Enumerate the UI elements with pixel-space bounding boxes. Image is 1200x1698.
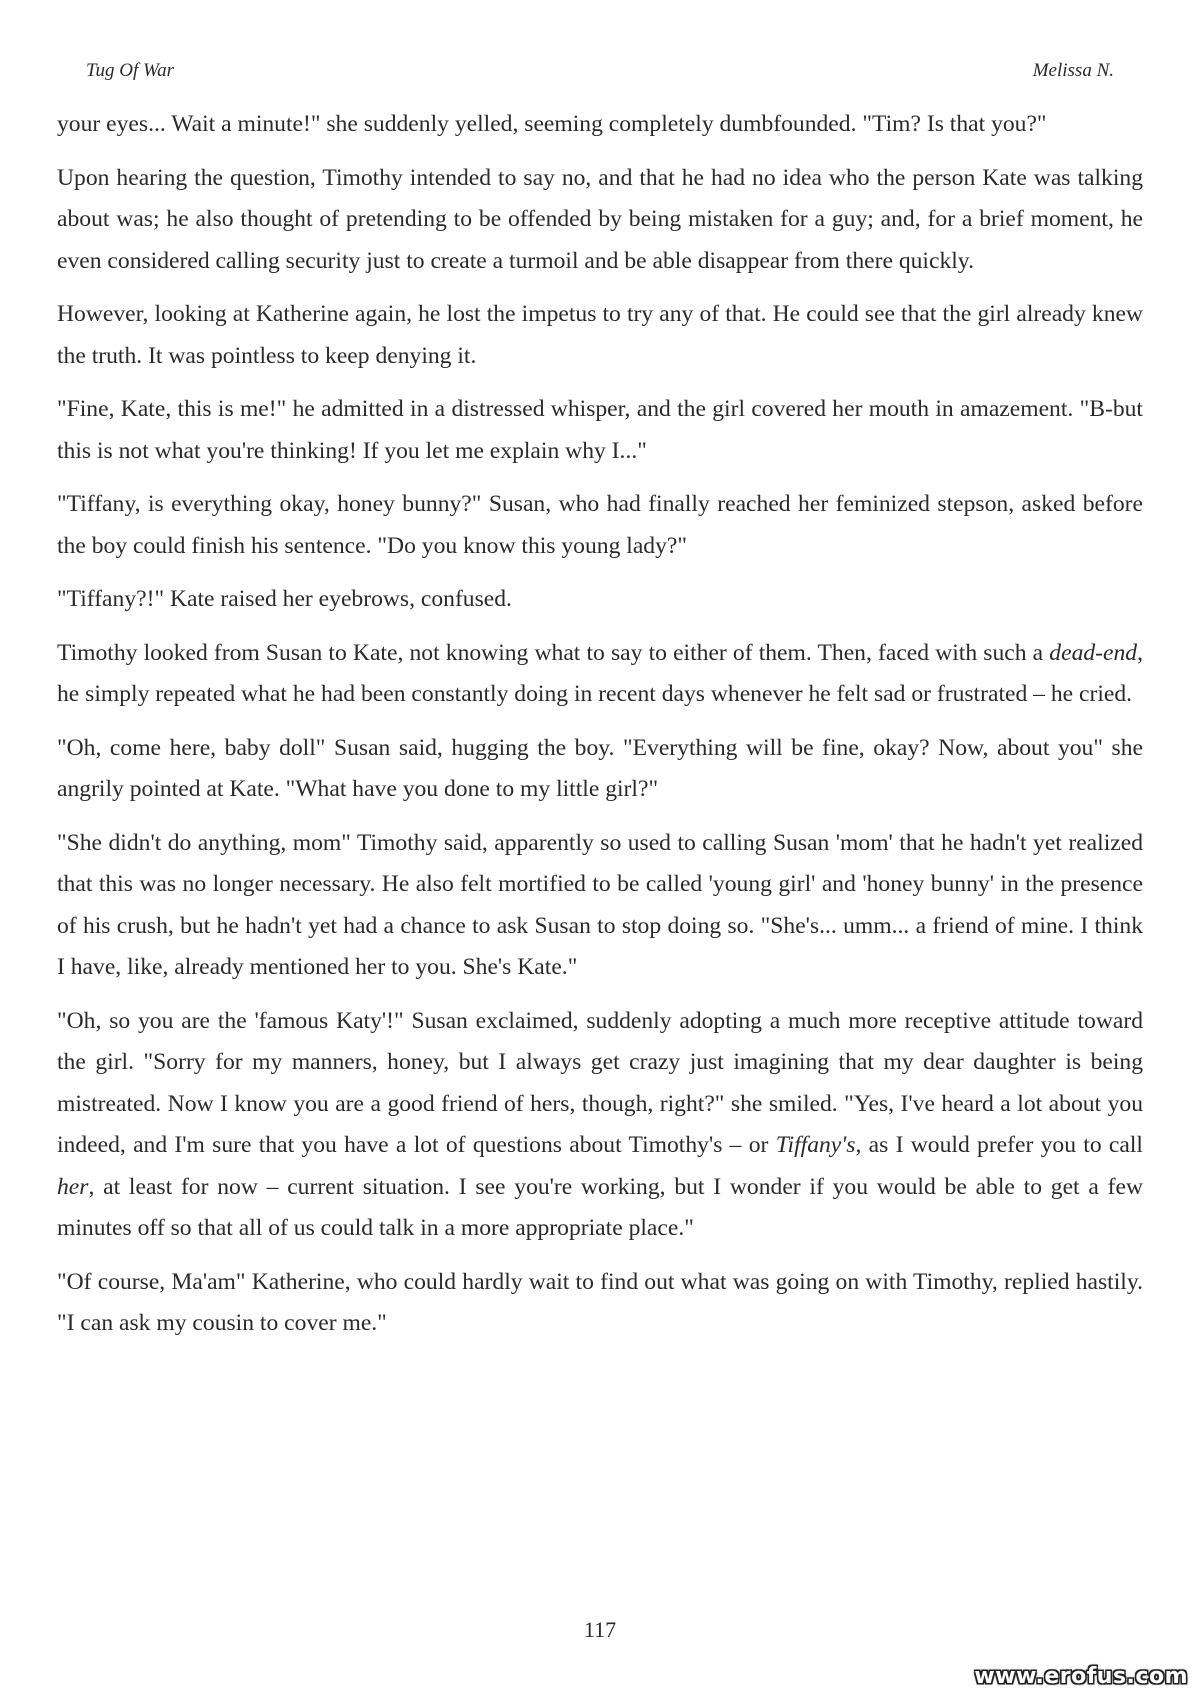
text-run: , he simply repeated what he had been constantly doing in recent days whenever he felt sad or frustrated – he cried.: [57, 639, 1143, 707]
book-title: Tug Of War: [86, 60, 174, 81]
paragraph-5: "Tiffany, is everything okay, honey bunny?" Susan, who had finally reached her feminized stepson, asked before the boy could finish his sentence. "Do you know this young lady?": [57, 491, 1143, 559]
italic-text: Tiffany's: [775, 1132, 856, 1158]
paragraph-2: Upon hearing the question, Timothy intended to say no, and that he had no idea who the person Kate was talking about was; he also thought of pretending to be offended by being mistaken for a guy; and, for a brief moment, he even considered calling security just to create a turmoil and be able disappear from there quickly.: [57, 164, 1143, 274]
italic-text: dead-end: [1049, 639, 1138, 666]
page-header: [86, 60, 1114, 90]
paragraph-6: "Tiffany?!" Kate raised her eyebrows, confused.: [57, 586, 512, 612]
paragraph-1: your eyes... Wait a minute!" she suddenly yelled, seeming completely dumbfounded. "Tim? Is that you?": [57, 111, 1047, 137]
paragraph-10: [57, 1001, 1143, 1250]
paragraph-11: "Of course, Ma'am" Katherine, who could hardly wait to find out what was going on with Timothy, replied hastily. "I can ask my cousin to cover me.": [57, 1268, 1143, 1336]
text-run: , as I would prefer you to call: [855, 1132, 1143, 1158]
page-number: 117: [583, 1617, 617, 1642]
italic-text: her: [57, 1173, 89, 1200]
body-text: [57, 104, 1143, 1357]
text-run: Timothy looked from Susan to Kate, not knowing what to say to either of them. Then, faced with such a: [57, 639, 1050, 666]
paragraph-8: "Oh, come here, baby doll" Susan said, hugging the boy. "Everything will be fine, okay? Now, about you" she angrily pointed at Kate. "What have you done to my little girl?": [57, 734, 1143, 802]
paragraph-3: However, looking at Katherine again, he lost the impetus to try any of that. He could see that the girl already knew the truth. It was pointless to keep denying it.: [57, 301, 1143, 369]
text-run: "Oh, so you are the 'famous Katy'!" Susan exclaimed, suddenly adopting a much more receptive attitude toward the girl. "Sorry for my manners, honey, but I always get crazy just imagining that my dear daughter is being mistreated. Now I know you are a good friend of hers, though, right?" she smiled. "Yes, I've heard a lot about you indeed, and I'm sure that you have a lot of questions about Timothy's – or: [57, 1007, 1143, 1158]
paragraph-7: [57, 633, 1143, 716]
watermark: www.erofus.com: [974, 1664, 1188, 1689]
paragraph-4: "Fine, Kate, this is me!" he admitted in a distressed whisper, and the girl covered her mouth in amazement. "B-but this is not what you're thinking! If you let me explain why I...": [57, 396, 1143, 464]
text-run: , at least for now – current situation. I see you're working, but I wonder if you would be able to get a few minutes off so that all of us could talk in a more appropriate place.": [57, 1173, 1143, 1241]
author-name: Melissa N.: [1032, 60, 1114, 81]
paragraph-9: "She didn't do anything, mom" Timothy said, apparently so used to calling Susan 'mom' that he hadn't yet realized that this was no longer necessary. He also felt mortified to be called 'young girl' and 'honey bunny' in the presence of his crush, but he hadn't yet had a chance to ask Susan to stop doing so. "She's... umm... a friend of mine. I think I have, like, already mentioned her to you. She's Kate.": [57, 829, 1143, 980]
